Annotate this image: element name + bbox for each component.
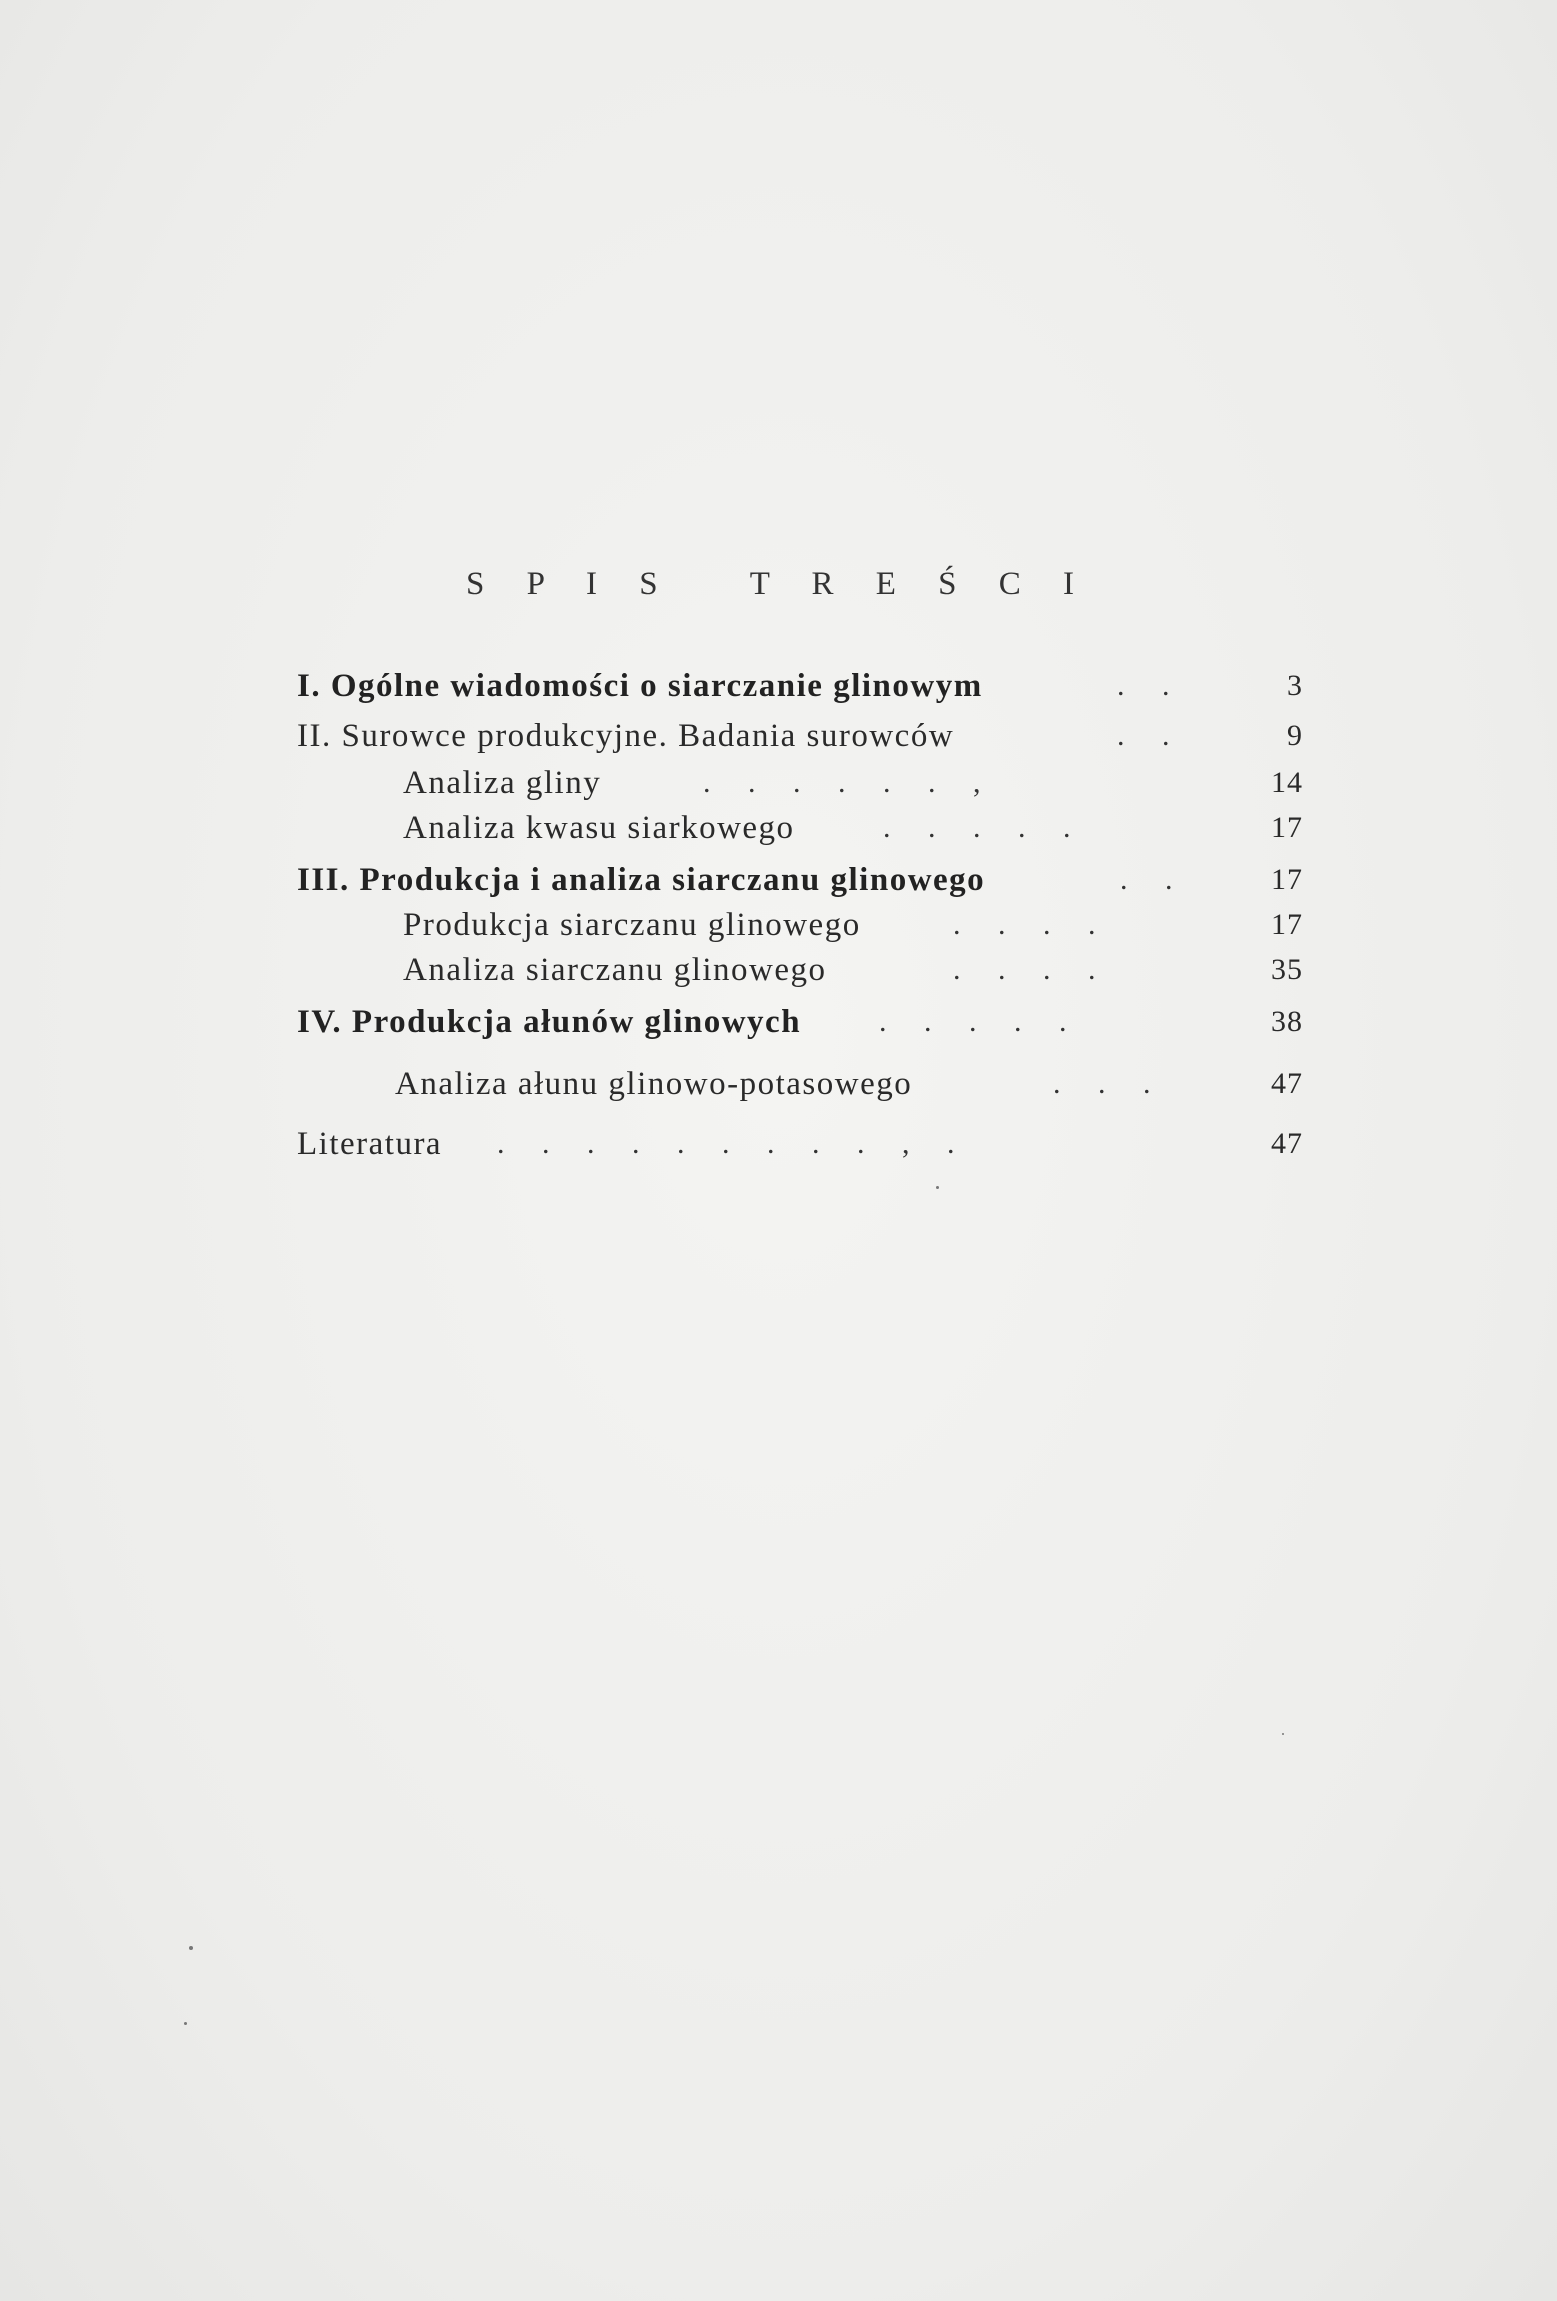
toc-page-number: 17 xyxy=(1271,863,1303,896)
toc-entry-text: I. Ogólne wiadomości o siarczanie glinowym xyxy=(297,668,983,704)
toc-page-number: 9 xyxy=(1287,719,1303,752)
paper-speck xyxy=(936,1186,939,1189)
dot-leader: . . xyxy=(1117,669,1170,702)
toc-entry-10 xyxy=(297,1124,1303,1164)
toc-entry-5 xyxy=(297,860,1303,900)
toc-entry-3 xyxy=(403,763,1303,803)
paper-speck xyxy=(1282,1733,1284,1735)
toc-page-number: 35 xyxy=(1271,953,1303,986)
toc-page-number: 38 xyxy=(1271,1005,1303,1038)
toc-entry-text: IV. Produkcja ałunów glinowych xyxy=(297,1004,802,1040)
toc-entry-text: Produkcja siarczanu glinowego xyxy=(403,907,861,943)
dot-leader: . . . . . . . . . , . xyxy=(497,1127,955,1160)
dot-leader: . . xyxy=(1117,719,1170,752)
paper-speck xyxy=(189,1946,193,1950)
toc-page-number: 47 xyxy=(1271,1067,1303,1100)
toc-entry-2 xyxy=(297,716,1303,756)
dot-leader: . . . . xyxy=(953,953,1096,986)
toc-entry-text: Analiza ałunu glinowo-potasowego xyxy=(395,1066,913,1102)
toc-entry-text: III. Produkcja i analiza siarczanu glinowego xyxy=(297,862,986,898)
toc-entry-text: Analiza gliny xyxy=(403,765,602,801)
toc-entry-9 xyxy=(395,1064,1303,1104)
toc-entry-text: Analiza siarczanu glinowego xyxy=(403,952,827,988)
toc-page-number: 17 xyxy=(1271,811,1303,844)
dot-leader: . . xyxy=(1120,863,1173,896)
toc-entry-text: II. Surowce produkcyjne. Badania surowców xyxy=(297,718,955,754)
toc-entry-6 xyxy=(403,905,1303,945)
paper-speck xyxy=(184,2022,187,2025)
dot-leader: . . . . . . , xyxy=(703,766,981,799)
toc-page-number: 3 xyxy=(1287,669,1303,702)
toc-entry-text: Literatura xyxy=(297,1126,443,1162)
dot-leader: . . . . . xyxy=(883,811,1071,844)
toc-entry-1 xyxy=(297,666,1303,706)
toc-title: S P I S T R E Ś C I xyxy=(465,566,1092,602)
dot-leader: . . . . . xyxy=(879,1005,1067,1038)
toc-page-number: 47 xyxy=(1271,1127,1303,1160)
toc-page-number: 14 xyxy=(1271,766,1303,799)
toc-entry-text: Analiza kwasu siarkowego xyxy=(403,810,795,846)
dot-leader: . . . . xyxy=(953,908,1096,941)
dot-leader: . . . xyxy=(1053,1067,1151,1100)
toc-page-number: 17 xyxy=(1271,908,1303,941)
toc-entry-8 xyxy=(297,1002,1303,1042)
toc-entry-4 xyxy=(403,808,1303,848)
toc-entry-7 xyxy=(403,950,1303,990)
